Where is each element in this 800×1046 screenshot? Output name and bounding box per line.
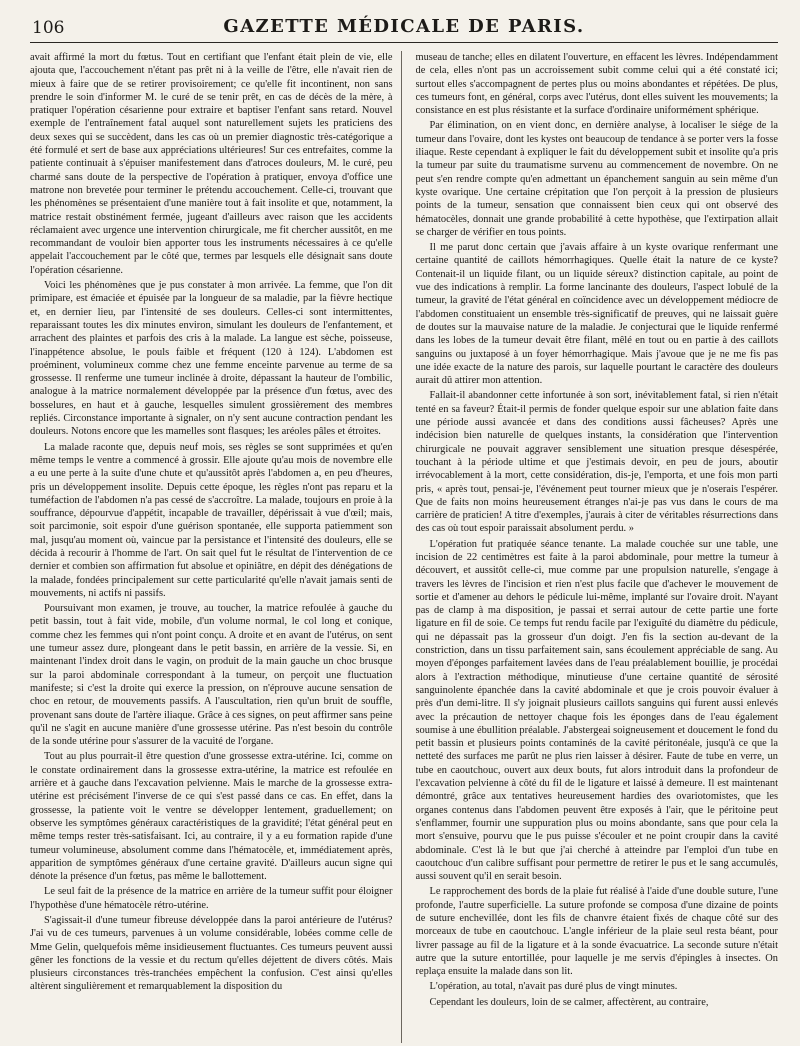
left-column — [30, 51, 402, 1043]
right-column — [416, 51, 779, 1043]
paragraph: Cependant les douleurs, loin de se calmer, affectèrent, au contraire, — [429, 996, 709, 1008]
page-number: 106 — [32, 18, 65, 38]
running-title: GAZETTE MÉDICALE DE PARIS. — [223, 16, 585, 37]
page-header — [30, 8, 778, 43]
paragraph: Voici les phénomènes que je pus constater à mon arrivée. La femme, que l'on dit primipare, est émaciée et épuisée par la longueur de sa maladie, par la fièvre hectique et, en dernier lieu, par l'intensité de ses douleurs. Celles-ci sont intermittentes, reparaissant toutes les dix minutes environ, simulant les douleurs de l'enfantement, et arrachent des plaintes et parfois des cris à la malade. La langue est sèche, poisseuse, l'inappétence absolue, le pouls faible et fréquent (120 à 124). L'abdomen est proéminent, volumineux comme chez une femme enceinte parvenue au terme de sa grossesse. Il renferme une tumeur inclinée à droite, dépassant la hauteur de l'ombilic, analogue à la matrice normalement développée par la présence d'un fœtus, avec des bosselures, en haut et à gauche, lesquelles simulent grossièrement des membres repliés. Circonstance importante à signaler, on n'y sent aucune contraction pendant les douleurs. Notons encore que les mamelles sont flasques; les aréoles pâles et étroites. — [30, 280, 393, 438]
paragraph: S'agissait-il d'une tumeur fibreuse développée dans la paroi antérieure de l'utérus? J'ai vu de ces tumeurs, parvenues à un volume considérable, lobées comme celle de Mme Gelin, quelquefois même insidieusement fluctuantes. Ces tumeurs peuvent aussi gêner les fonctions de la vessie et du rectum qu'elles déjettent de divers côtés. Mais plusieurs circonstances très-tranchées empêchent la confusion. C'est ainsi qu'elles altèrent singulièrement et remarquablement la disposition du — [30, 915, 393, 993]
paragraph: Il me parut donc certain que j'avais affaire à un kyste ovarique renfermant une certaine quantité de caillots hémorrhagiques. Quelle était la nature de ce kyste? Contenait-il un liquide filant, ou un liquide séreux? distinction capitale, au point de vue des indications à remplir. La forme lancinante des douleurs, l'aspect lobulé de la tumeur, la gravité de l'état général en coïncidence avec un développement médiocre de l'abdomen constituaient un ensemble très-significatif de preuves, qui ne laissait guère de doutes sur la mauvaise nature de la maladie. Je conjecturai que le liquide renfermé dans les lobes de la tumeur devait être filant, mêlé en tout ou en partie à des caillots sanguins ou juxtaposé à un foyer hémorrhagique. Mais j'avoue que je ne me fis pas une idée exacte de la nature des parois, sur laquelle pourtant le caractère des douleurs aurait dû attirer mon attention. — [415, 242, 778, 387]
paragraph: Le seul fait de la présence de la matrice en arrière de la tumeur suffit pour éloigner l'hypothèse d'une hématocèle rétro-utérine. — [30, 886, 393, 911]
paragraph: museau de tanche; elles en dilatent l'ouverture, en effacent les lèvres. Indépendamment de cela, elles n'ont pas un accroissement subit comme celui qui a été constaté ici; surtout elles s'accompagnent de pertes plus ou moins abondantes et répétées. De plus, ces tumeurs font, en général, corps avec l'utérus, dont elles suivent les mouvements; la consistance en est plus résistante et la surface d'ordinaire uniformément sphérique. — [415, 52, 778, 117]
paragraph: Tout au plus pourrait-il être question d'une grossesse extra-utérine. Ici, comme on le constate ordinairement dans la grossesse extra-utérine, la matrice est refoulée en arrière et à gauche dans l'excavation pelvienne. Mais le marche de la grossesse extra-utérine est précisément l'inverse de ce qui s'est passé dans ce cas. En effet, dans la grossesse, la patiente voit le ventre se développer lentement, graduellement; on observe les symptômes généraux caractéristiques de la gravidité; l'état général peut en même temps rester très-satisfaisant. Ici, au contraire, il y a eu formation rapide d'une tumeur volumineuse, absolument comme dans l'hématocèle, et, immédiatement après, apparition de symptômes généraux d'une certaine gravité. D'ailleurs aucun signe qui dénote la présence d'un fœtus, pas même le ballottement. — [30, 751, 393, 883]
paragraph: Fallait-il abandonner cette infortunée à son sort, inévitablement fatal, si rien n'était tenté en sa faveur? Était-il permis de fonder quelque espoir sur une ablation faite dans une période aussi avancée et dans des conditions aussi fâcheuses? Après une indécision bien naturelle de quelques instants, la considération que l'intervention chirurgicale ne pouvait aggraver sensiblement une situation presque désespérée, touchant à la période ultime et que j'estimais devoir, en peu de jours, aboutir irrévocablement à la mort, cette considération, dis-je, l'emporta, et une fois mon parti pris, « après tout, pensai-je, l'événement peut tourner mieux que je n'oserais l'espérer. Que de faits non moins heureusement étranges n'ai-je pas vus dans le cours de ma carrière de praticien! A titre d'exemples, j'aurais à citer de véritables résurrections dans des cas où tout espoir paraissait absolument perdu. » — [415, 390, 778, 535]
paragraph: Poursuivant mon examen, je trouve, au toucher, la matrice refoulée à gauche du petit bassin, tout à fait vide, mobile, d'un volume normal, le col long et conique, comme chez les femmes qui n'ont point conçu. A droite et en avant de l'utérus, on sent une tumeur assez dure, plongeant dans le petit bassin, en arrière de la vessie. Si, en maintenant l'index droit dans le vagin, on produit de la main gauche un choc brusque sur la paroi abdominale correspondant à la tumeur, on perçoit une fluctuation manifeste; si c'est la droite qui exerce la pression, on n'éprouve aucune sensation de choc en retour, de mouvements passifs. A l'auscultation, rien qu'un bruit de souffle, provenant sans doute de l'artère iliaque. Grâce à ces signes, on peut affirmer sans peine qu'il ne s'agit en aucune manière d'une grossesse utérine. Pas n'est besoin du contrôle de la sonde utérine pour s'assurer de la vacuité de l'organe. — [30, 603, 393, 748]
paragraph: Le rapprochement des bords de la plaie fut réalisé à l'aide d'une double suture, l'une profonde, l'autre superficielle. La suture profonde se composa d'une dizaine de points de suture enchevillée, dont les fils de chanvre étaient fixés de chaque côté sur des morceaux de tube en caoutchouc. L'angle inférieur de la plaie seul resta béant, pour livrer passage au fil de la ligature et à la sonde évacuatrice. La seconde suture n'était autre que la suture entortillée, pour laquelle je me servis d'épingles à insectes. On replaça ensuite la malade dans son lit. — [415, 886, 778, 978]
paragraph: La malade raconte que, depuis neuf mois, ses règles se sont supprimées et qu'en même temps le ventre a commencé à grossir. Elle ajoute qu'au mois de novembre elle a eu une perte à la suite d'une chute et qu'aussitôt après l'abdomen a, en peu d'heures, pris un développement insolite. Depuis cette époque, les règles n'ont pas reparu et la tuméfaction de l'abdomen n'a pas cessé de s'accroître. La malade, toujours en proie à la souffrance, dépourvue d'appétit, incapable de travailler, dépérissait à vue d'œil; mais, soit parcimonie, soit espoir d'une guérison spontanée, elle supporta patiemment son mal, jusqu'au moment où, vaincue par la persistance et l'intensité des douleurs, elle se décida à recourir à l'homme de l'art. On sait quel fut le résultat de l'intervention de ce dernier et combien son affirmation fut absolue et opiniâtre, en dépit des dénégations de la malade, fondées principalement sur cette particularité qu'elle n'avait jamais senti de mouvements, ni actifs ni passifs. — [30, 441, 393, 599]
paragraph: avait affirmé la mort du fœtus. Tout en certifiant que l'enfant était plein de vie, elle ajouta que, l'accouchement n'étant pas prêt ni à la veille de l'être, elle n'avait rien de mieux à faire que de se retirer provisoirement; ce qu'elle fit incontinent, non sans prendre le soin d'informer M. le curé de se tenir prêt, en cas de décès de la mère, à pratiquer l'opération césarienne pour extraire et baptiser l'enfant sans retard. Nouvel exemple de l'entraînement fatal auquel sont naturellement sujets les praticiens des deux sexes qui se succèdent, dans les cas où un premier diagnostic très-catégorique a été formulé et sert de base aux appréciations ultérieures! Sur ces entrefaites, comme la patiente continuait à s'épuiser manifestement dans d'atroces douleurs, M. le curé, peu charmé sans doute de la perspective de l'opération à pratiquer, envoya d'office une matrone non brevetée pour terminer le prétendu accouchement. Celle-ci, trouvant que les phénomènes se présentaient d'une manière tout à fait insolite et que, notamment, la matrice restait obstinément fermée, jugeant d'ailleurs avec raison que les accidents réclamaient avec urgence une intervention chirurgicale, me fit chercher aussitôt, en me recommandant de vouloir bien apporter tous les instruments nécessaires à ce qu'elle appelait l'accouchement par le côté que, termes par lesquels elle désignait sans doute l'opération césarienne. — [30, 52, 393, 276]
text-columns — [30, 51, 778, 1043]
paragraph: L'opération, au total, n'avait pas duré plus de vingt minutes. — [429, 981, 678, 993]
paragraph: L'opération fut pratiquée séance tenante. La malade couchée sur une table, une incision de 22 centimètres est faite à la paroi abdominale, pour mettre la tumeur à découvert, et aussitôt celle-ci, mue comme par une propulsion naturelle, s'engage à travers les lèvres de l'incision et rien n'est plus facile que d'achever le mouvement de sortie et d'amener au dehors le pédicule lui-même, implanté sur l'ovaire droit. N'ayant pas de clamp à ma disposition, je passai et serrai autour de cette partie une forte ligature en fil de soie. Ce temps fut rendu facile par l'exiguïté du diamètre du pédicule, qui ne dépassait pas la grosseur d'un doigt. J'en fis la section au-devant de la constriction, dans un tissu parfaitement sain, sans écoulement appréciable de sang. Au moyen d'éponges parfaitement lavées dans de l'eau préalablement bouillie, je procédai alors à l'extraction méthodique, minutieuse d'une certaine quantité de sérosité sanguinolente épanchée dans la cavité abdominale et que je crois pouvoir évaluer à près d'un demi-litre. Il s'y joignait plusieurs caillots sanguins qui furent aussi enlevés avec la précaution de nettoyer chaque fois les éponges dans de l'eau également soumise à une ébullition préalable. J'abstergeai soigneusement et doucement le fond du petit bassin et plusieurs points contaminés de la cavité péritonéale, jusqu'à ce que la netteté des surfaces me parût ne plus rien laisser à désirer. Faute de tube en verre, un tube en caoutchouc, ouvert aux deux bouts, fut alors introduit dans la profondeur de l'excavation pelvienne à côté du fil de le ligature et laissé à demeure. Il est maintenant démontré, grâce aux tentatives heureusement hardies des ovariotomistes, que les organes contenus dans l'abdomen peuvent être exposés à l'air, que le péritoine peut s'enflammer, fournir une suppuration plus ou moins abondante, sans que pour cela la mort s'ensuive, pourvu que le pus puisse s'écouler et ne point croupir dans la cavité abdominale. C'est là le but que j'ai cherché à atteindre par l'emploi d'un tube en caoutchouc d'un calibre suffisant pour permettre de retirer le pus et le sang accumulés, aussi souvent qu'il en serait besoin. — [415, 538, 778, 883]
paragraph: Par élimination, on en vient donc, en dernière analyse, à localiser le siége de la tumeur dans l'ovaire, dont les kystes ont beaucoup de tendance à se porter vers la fosse iliaque. Reste cependant à expliquer le fait du développement subit et insolite qu'a pris la tumeur par suite du traumatisme survenu au commencement de novembre. On ne peut s'en rendre compte qu'en admettant un épanchement sanguin au sein même d'un kyste ovarique. Une certaine crépitation que l'on perçoit à la pression de plusieurs points de la tumeur, sensation que connaissent bien ceux qui ont observé des hématocèles, donnait une grande probabilité à cette hypothèse, que l'extirpation allait se charger de vérifier en tous points. — [415, 120, 778, 238]
